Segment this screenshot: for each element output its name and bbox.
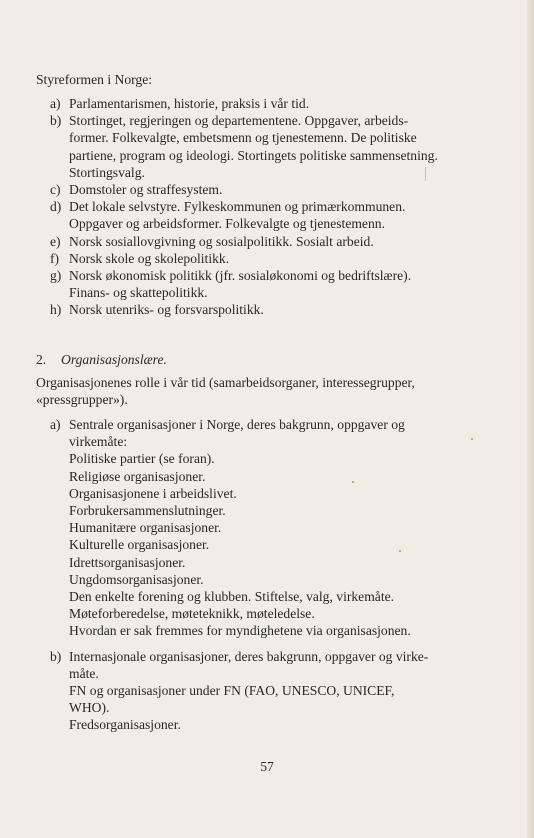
- list-item: [50, 198, 464, 232]
- item-letter: a): [50, 417, 61, 432]
- page-edge: [527, 0, 534, 838]
- item-line: Fredsorganisasjoner.: [69, 717, 181, 733]
- list-item: [50, 267, 464, 301]
- section-heading: [36, 351, 464, 368]
- item-line: Norsk utenriks- og forsvarspolitikk.: [69, 302, 264, 318]
- scan-speck: [471, 438, 473, 440]
- item-line: Stortinget, regjeringen og departementene. Oppgaver, arbeids-: [69, 113, 409, 129]
- item-line: WHO).: [69, 700, 110, 716]
- item-line: Det lokale selvstyre. Fylkeskommunen og primærkommunen.: [69, 199, 406, 215]
- section-paragraph: [36, 374, 464, 408]
- item-line: Politiske partier (se foran).: [69, 451, 215, 467]
- list-item: [50, 250, 464, 267]
- list-item: [50, 233, 464, 250]
- item-line: virkemåte:: [69, 434, 128, 450]
- item-line: Humanitære organisasjoner.: [69, 520, 222, 536]
- section-number: 2.: [36, 352, 47, 367]
- paragraph-line: Organisasjonenes rolle i vår tid (samarbeidsorganer, interessegrupper,: [36, 375, 415, 390]
- item-letter: h): [50, 302, 62, 318]
- item-line: Parlamentarismen, historie, praksis i vår tid.: [69, 96, 310, 111]
- item-line: Sentrale organisasjoner i Norge, deres bakgrunn, oppgaver og: [69, 417, 405, 432]
- item-letter: f): [50, 250, 60, 266]
- item-line: FN og organisasjoner under FN (FAO, UNESCO, UNICEF,: [69, 683, 395, 699]
- item-line: Domstoler og straffesystem.: [69, 182, 223, 198]
- section-title: Organisasjonslære.: [61, 352, 167, 367]
- item-letter: e): [50, 233, 61, 249]
- item-letter: a): [50, 96, 61, 111]
- list-item: [50, 112, 464, 181]
- list-item: [50, 301, 464, 318]
- item-line: Norsk sosiallovgivning og sosialpolitikk. Sosialt arbeid.: [69, 233, 374, 249]
- organisations-list: [50, 416, 464, 734]
- paragraph-line: «pressgrupper»).: [36, 392, 128, 408]
- item-line: måte.: [69, 665, 99, 681]
- list-item: [50, 181, 464, 198]
- intro-heading: Styreformen i Norge:: [36, 72, 153, 87]
- item-line: Finans- og skattepolitikk.: [69, 285, 208, 301]
- item-letter: b): [50, 648, 62, 664]
- item-line: Norsk skole og skolepolitikk.: [69, 250, 230, 266]
- governance-list: [50, 95, 464, 319]
- page-number: 57: [260, 759, 274, 774]
- item-line: Forbrukersammenslutninger.: [69, 503, 226, 519]
- item-letter: b): [50, 113, 62, 129]
- list-item: [50, 416, 464, 640]
- item-letter: d): [50, 199, 62, 215]
- item-line: Oppgaver og arbeidsformer. Folkevalgte og tjenestemenn.: [69, 216, 385, 232]
- item-line: Den enkelte forening og klubben. Stiftelse, valg, virkemåte.: [69, 589, 395, 605]
- item-letter: g): [50, 268, 62, 284]
- item-line: Ungdomsorganisasjoner.: [69, 571, 204, 587]
- item-line: Religiøse organisasjoner.: [69, 468, 206, 484]
- item-letter: c): [50, 182, 61, 198]
- item-line: Stortingsvalg.: [69, 164, 145, 180]
- item-line: Hvordan er sak fremmes for myndighetene via organisasjonen.: [69, 623, 411, 639]
- item-line: Organisasjonene i arbeidslivet.: [69, 485, 237, 501]
- item-line: Idrettsorganisasjoner.: [69, 554, 186, 570]
- item-line: Møteforberedelse, møteteknikk, møteledelse.: [69, 606, 315, 622]
- item-line: Norsk økonomisk politikk (jfr. sosialøkonomi og bedriftslære).: [69, 268, 412, 284]
- item-line: partiene, program og ideologi. Stortingets politiske sammensetning.: [69, 147, 438, 163]
- item-line: Kulturelle organisasjoner.: [69, 537, 210, 553]
- item-line: Internasjonale organisasjoner, deres bakgrunn, oppgaver og virke-: [69, 648, 429, 664]
- item-line: former. Folkevalgte, embetsmenn og tjenestemenn. De politiske: [69, 130, 417, 146]
- list-item: [50, 648, 464, 734]
- list-item: [50, 95, 464, 112]
